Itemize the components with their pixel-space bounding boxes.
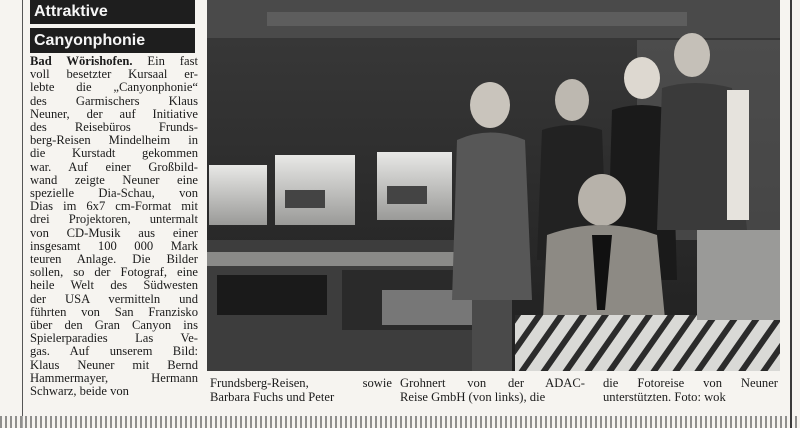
news-photo bbox=[207, 0, 780, 371]
photo-illustration bbox=[207, 0, 780, 371]
column-rule bbox=[22, 0, 23, 428]
photo-caption-col-2 bbox=[400, 376, 585, 404]
article-text: der USA vermitteln und bbox=[30, 291, 198, 306]
article-text: wand zeigte Neuner eine bbox=[30, 172, 198, 187]
article-text: berg-Reisen Mindelheim in bbox=[30, 133, 198, 148]
dateline: Bad Wörishofen. bbox=[30, 54, 133, 68]
photo-caption-col-3 bbox=[603, 376, 778, 404]
caption-line: Reise GmbH (von links), die bbox=[400, 390, 546, 404]
article-text: Neuner, der auf Initiative bbox=[30, 106, 198, 121]
article-text: Ein fast bbox=[132, 54, 198, 68]
article-text: voll besetzter Kursaal er- bbox=[30, 67, 198, 82]
article-text: gas. Auf unserem Bild: bbox=[30, 344, 198, 359]
article-text: Hammermayer, Hermann bbox=[30, 370, 198, 385]
article-text: spezielle Dia-Schau, von bbox=[30, 186, 198, 201]
article-text: heile Welt des Südwesten bbox=[30, 278, 198, 293]
article-line bbox=[30, 385, 198, 398]
article-text: führten von San Franzisko bbox=[30, 304, 198, 319]
caption-line: die Fotoreise von Neuner bbox=[603, 376, 778, 390]
article-text: die Kurstadt gekommen bbox=[30, 146, 198, 161]
article-text: Dias im 6x7 cm-Format mit bbox=[30, 199, 198, 214]
article-text: insgesamt 100 000 Mark bbox=[30, 238, 198, 253]
article-text: lebte die „Canyonphonie“ bbox=[30, 80, 198, 95]
page-edge bbox=[0, 416, 800, 428]
column-rule-right bbox=[790, 0, 792, 428]
caption-line: unterstützten. Foto: wok bbox=[603, 390, 726, 404]
article-body bbox=[30, 55, 198, 398]
headline-line-2: Canyonphonie bbox=[30, 28, 195, 53]
article-text: war. Auf einer Großbild- bbox=[30, 159, 198, 174]
article-text: Spielerparadies Las Ve- bbox=[30, 331, 198, 346]
article-text: des Garmischers Klaus bbox=[30, 93, 198, 108]
article-text: sollen, so der Fotograf, eine bbox=[30, 265, 198, 280]
photo-caption-col-1 bbox=[210, 376, 392, 404]
caption-line: Barbara Fuchs und Peter bbox=[210, 390, 335, 404]
article-text: drei Projektoren, untermalt bbox=[30, 212, 198, 227]
article-text: des Reisebüros Frunds- bbox=[30, 120, 198, 135]
headline-line-1: Attraktive bbox=[30, 0, 195, 24]
caption-line: Grohnert von der ADAC- bbox=[400, 376, 585, 390]
article-text: über den Gran Canyon ins bbox=[30, 318, 198, 333]
article-text: von CD-Musik aus einer bbox=[30, 225, 198, 240]
article-text: Schwarz, beide von bbox=[30, 384, 129, 399]
caption-line: Frundsberg-Reisen, sowie bbox=[210, 376, 392, 390]
article-text: teuren Anlage. Die Bilder bbox=[30, 252, 198, 267]
article-text: Klaus Neuner mit Bernd bbox=[30, 357, 198, 372]
